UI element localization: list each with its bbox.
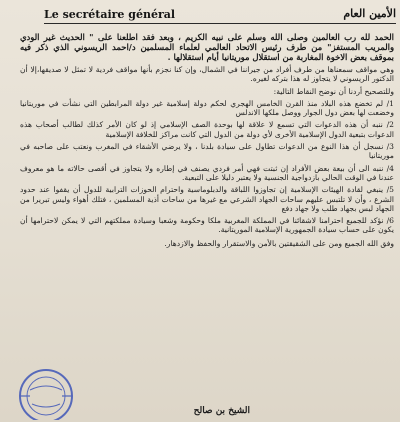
paragraph-points-intro: وللتصحيح أردنا أن نوضح النقاط التالية:	[273, 86, 394, 96]
header-right-title: الأمين العام	[343, 7, 396, 20]
paragraph-point-3: 3/ نسجل أن هذا النوع من الدعوات تطاول على سيادة بلدنا ، ولا يرضي الأشقاء في المغرب ونعتب على صاحبه في موريتانيا	[20, 142, 394, 161]
paragraph-point-2: 2/ ننبه أن هذه الدعوات التي تسمع لا علاقة لها بوحدة الصف الإسلامي إذ لو كان الأمر كذلك لطالب أصحاب هذه الدعوات بتبعية الدول الإسلامية الأخرى لأي دولة من الدول التي كانت مراكز للخلافة الإسلامية	[20, 120, 394, 139]
seal-stamp-icon	[6, 360, 76, 420]
signature-name: الشيخ بن صالح	[193, 406, 250, 416]
paragraph-closing: وفق الله الجميع ومن على الشقيقتين بالأمن والاستقرار والحفظ والازدهار.	[164, 238, 394, 248]
paragraph-context: وهي مواقف سمعناها من طرف أفراد من جيراننا في الشمال، وإن كنا نجزم بأنها مواقف فردية لا تمثل لا صديقها،إلا أن الدكتور الريسوني لا يتجاوز له هذا بتركه لغيره.	[20, 65, 394, 84]
paragraph-point-5: 5/ ينبغي لقادة الهيئات الإسلامية إن تجاوزوا اللباقة والدبلوماسية واحترام الحوزات الترابية للدول أن يقفوا عند حدود الشرع ، وأن لا تلتبس عليهم ساحات الجهاد الشرعي مع غيرها من ساحات أذية المسلمين ، فتلك أهواء وليس تبريرا من الجهاد ليس بجهاد طلب ولا جهاد دفع	[20, 185, 394, 213]
paragraph-point-4: 4/ ننبه الى أن بيعة بعض الأفراد إن ثبتت فهي أمر فردي يصنف في إطاره ولا يتجاوز في أقصى حالاته ما هو معروف عندنا في الوقت الحالي بازدواجية الجنسية ولا يعتبر دليلا على التبعية.	[20, 163, 394, 182]
letter-body	[20, 32, 394, 251]
header-left-title: Le secrétaire général	[44, 8, 176, 21]
paragraph-intro: الحمد لله رب العالمين وصلى الله وسلم على نبيه الكريم ، وبعد فقد اطلعنا على " الحديث غير الودي والمريب المستفز" من طرف رئيس الاتحاد العالمي لعلماء المسلمين د/احمد الريسوني الذي ذكر فيه بموقف بعض الاخوة المغاربة من استقلال موريتانيا أيام استقلالها .	[20, 32, 394, 62]
paragraph-point-1: 1/ لم تخضع هذه البلاد منذ القرن الخامس الهجري لحكم دولة إسلامية غير دولة المرابطين التي نشأت في موريتانيا وخضعت لها بعض دول الجوار ووصل ملكها الاندلس	[20, 98, 394, 118]
paragraph-point-6: 6/ نؤكد للجميع احترامنا لاشقائنا في المملكة المغربية ملكا وحكومة وشعبا وسيادة مملكتهم التي لا يمكن لاحترامها أن يكون على حساب سيادة الجمهورية الإسلامية الموريتانية.	[20, 216, 394, 235]
header-divider	[44, 23, 396, 24]
